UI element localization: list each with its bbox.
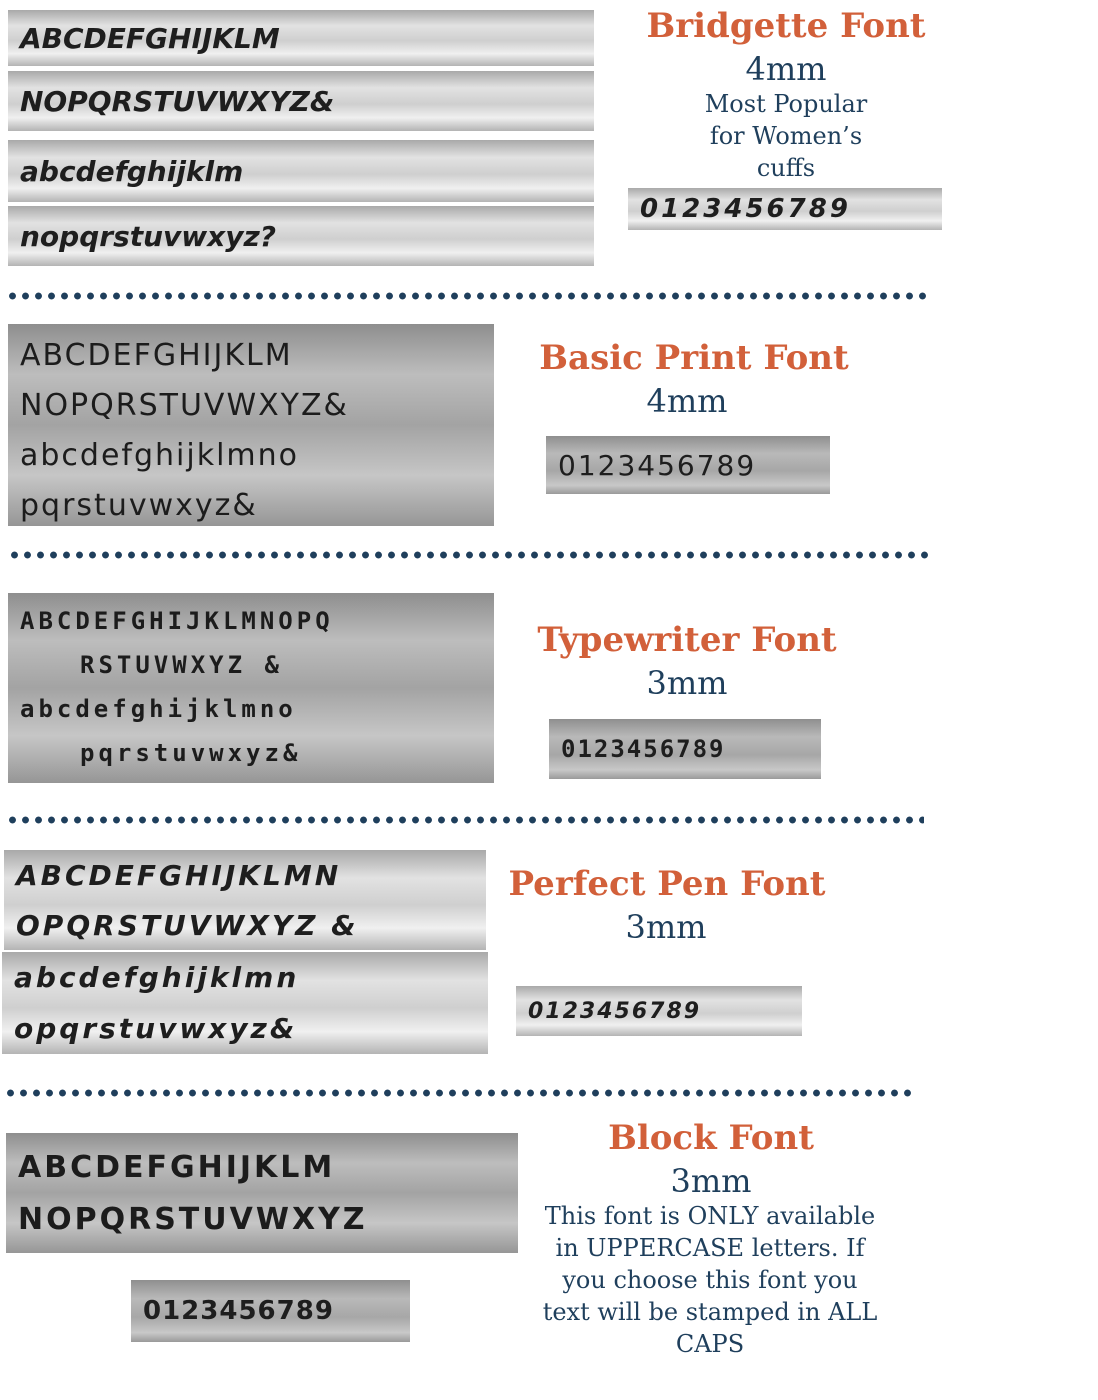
bridgette-sample-uppercase-2: NOPQRSTUVWXYZ&	[8, 71, 594, 131]
perfect-pen-sample-upper-block	[4, 850, 486, 950]
block-sample-block	[6, 1133, 518, 1253]
typewriter-sample-lowercase-1: abcdefghijklmno	[20, 695, 297, 723]
block-note-part-1: This font is	[544, 1202, 688, 1230]
typewriter-numbers: 0123456789	[549, 719, 821, 779]
bridgette-note: Most Popular for Women’s cuffs	[704, 90, 868, 182]
typewriter-sample-block	[8, 593, 494, 783]
block-note	[536, 1200, 884, 1360]
block-note-emphasis-all-caps: ALL CAPS	[675, 1298, 878, 1358]
block-note-emphasis-only: ONLY	[687, 1202, 759, 1230]
dotted-divider-3	[6, 816, 924, 824]
basic-print-sample-block	[8, 324, 494, 526]
typewriter-sample-uppercase-1: ABCDEFGHIJKLMNOPQ	[20, 607, 334, 635]
perfect-pen-sample-lowercase-2: opqrstuvwxyz&	[14, 1012, 298, 1045]
typewriter-size: 3mm	[646, 664, 728, 702]
block-sample-uppercase-2: NOPQRSTUVWXYZ	[18, 1201, 368, 1237]
dotted-divider-2	[8, 551, 932, 559]
bridgette-sample-uppercase-1: ABCDEFGHIJKLM	[8, 10, 594, 66]
basic-print-numbers: 0123456789	[546, 436, 830, 494]
typewriter-heading: Typewriter Font	[537, 620, 837, 660]
block-sample-uppercase-1: ABCDEFGHIJKLM	[18, 1149, 336, 1185]
perfect-pen-numbers: 0123456789	[516, 986, 802, 1036]
bridgette-numbers: 0123456789	[628, 188, 942, 230]
block-numbers: 0123456789	[131, 1280, 410, 1342]
block-note-emphasis-uppercase: UPPERCASE	[586, 1234, 745, 1262]
block-size: 3mm	[670, 1162, 752, 1200]
dotted-divider-1	[6, 292, 930, 300]
bridgette-sample-lowercase-2: nopqrstuvwxyz?	[8, 206, 594, 266]
perfect-pen-size: 3mm	[625, 908, 707, 946]
dotted-divider-4	[4, 1089, 914, 1097]
perfect-pen-sample-uppercase-2: OPQRSTUVWXYZ &	[16, 908, 359, 942]
basic-print-sample-lowercase-2: pqrstuvwxyz&	[20, 487, 258, 523]
block-heading: Block Font	[608, 1118, 814, 1158]
bridgette-heading: Bridgette Font	[646, 6, 926, 46]
perfect-pen-sample-lower-block	[2, 952, 488, 1054]
basic-print-sample-lowercase-1: abcdefghijklmno	[20, 437, 300, 473]
perfect-pen-sample-uppercase-1: ABCDEFGHIJKLMN	[16, 858, 342, 892]
perfect-pen-sample-lowercase-1: abcdefghijklmn	[14, 961, 300, 994]
basic-print-heading: Basic Print Font	[539, 338, 849, 378]
typewriter-sample-uppercase-2: RSTUVWXYZ &	[80, 651, 283, 679]
basic-print-size: 4mm	[646, 382, 728, 420]
perfect-pen-heading: Perfect Pen Font	[508, 864, 826, 904]
basic-print-sample-uppercase-2: NOPQRSTUVWXYZ&	[20, 387, 349, 423]
bridgette-size: 4mm	[745, 50, 827, 88]
typewriter-sample-lowercase-2: pqrstuvwxyz&	[80, 739, 302, 767]
block-note-part-2: available in	[555, 1202, 876, 1262]
basic-print-sample-uppercase-1: ABCDEFGHIJKLM	[20, 337, 293, 373]
bridgette-sample-lowercase-1: abcdefghijklm	[8, 140, 594, 202]
block-note-part-3: letters. If you choose this font you text will be stamped in	[542, 1234, 865, 1326]
